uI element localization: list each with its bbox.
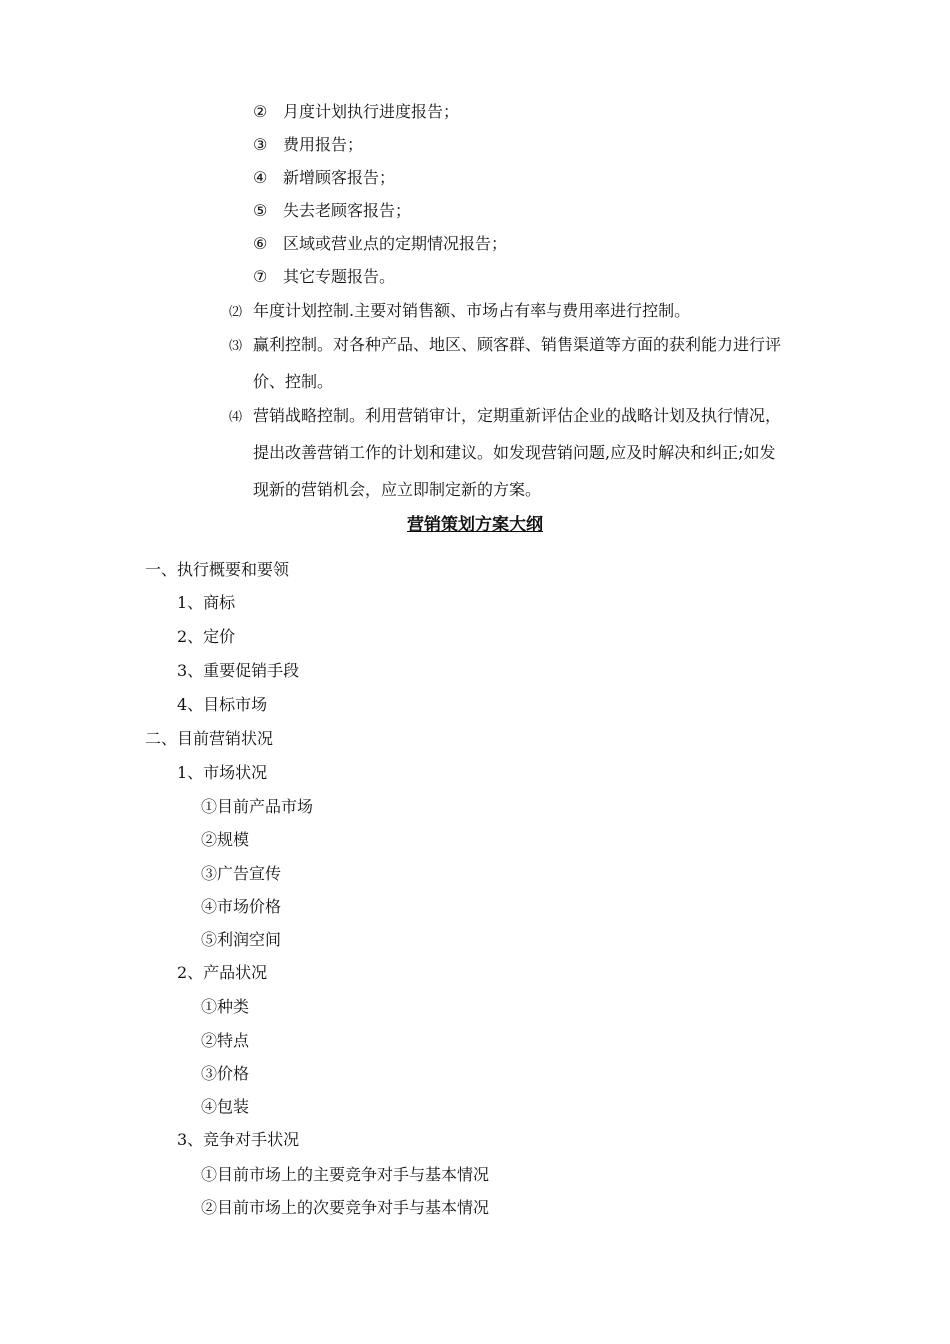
item-marker: ②	[253, 102, 268, 121]
control-paragraph	[229, 335, 781, 357]
item-text: 其它专题报告。	[283, 267, 396, 286]
item-text: 区域或营业点的定期情况报告；	[283, 234, 508, 253]
outline-item: 3、重要促销手段	[177, 661, 300, 680]
paragraph-marker: ⑵	[229, 305, 243, 320]
paragraph-continuation: 价、控制。	[253, 372, 334, 391]
outline-title: 营销策划方案大纲	[407, 515, 543, 535]
item-text: 费用报告；	[283, 135, 364, 154]
outline-subitem: ⑤利润空间	[201, 930, 282, 949]
outline-subitem: ③广告宣传	[201, 864, 282, 883]
item-text: 月度计划执行进度报告；	[283, 102, 460, 121]
control-paragraph	[229, 406, 781, 428]
paragraph-text: 营销战略控制。利用营销审计，定期重新评估企业的战略计划及执行情况，	[253, 406, 782, 425]
item-text: 新增顾客报告；	[283, 168, 396, 187]
item-marker: ④	[253, 168, 268, 187]
paragraph-marker: ⑷	[229, 410, 243, 425]
outline-subitem: ①种类	[201, 997, 250, 1016]
item-text: 失去老顾客报告；	[283, 201, 412, 220]
paragraph-continuation: 现新的营销机会，应立即制定新的方案。	[253, 480, 542, 499]
outline-item: 2、产品状况	[177, 963, 268, 982]
outline-subitem: ①目前市场上的主要竞争对手与基本情况	[201, 1165, 490, 1184]
report-item	[253, 201, 411, 221]
control-paragraph	[229, 301, 690, 323]
outline-item: 3、竞争对手状况	[177, 1130, 300, 1149]
item-marker: ⑦	[253, 267, 268, 286]
report-item	[253, 168, 395, 188]
outline-subitem: ④包装	[201, 1097, 250, 1116]
outline-subitem: ②规模	[201, 830, 250, 849]
outline-item: 1、市场状况	[177, 763, 268, 782]
outline-subitem: ②特点	[201, 1031, 250, 1050]
report-item	[253, 234, 507, 254]
outline-section: 一、执行概要和要领	[145, 560, 290, 579]
item-marker: ③	[253, 135, 268, 154]
outline-item: 4、目标市场	[177, 695, 268, 714]
item-marker: ⑤	[253, 201, 268, 220]
paragraph-text: 年度计划控制.主要对销售额、市场占有率与费用率进行控制。	[253, 301, 691, 320]
report-item	[253, 135, 363, 155]
outline-subitem: ②目前市场上的次要竞争对手与基本情况	[201, 1198, 490, 1217]
report-item	[253, 267, 395, 287]
outline-subitem: ①目前产品市场	[201, 797, 314, 816]
report-item	[253, 102, 459, 122]
paragraph-continuation: 提出改善营销工作的计划和建议。如发现营销问题,应及时解决和纠正;如发	[253, 443, 776, 462]
outline-subitem: ③价格	[201, 1064, 250, 1083]
paragraph-text: 赢利控制。对各种产品、地区、顾客群、销售渠道等方面的获利能力进行评	[253, 335, 782, 354]
outline-section: 二、目前营销状况	[145, 729, 274, 748]
item-marker: ⑥	[253, 234, 268, 253]
paragraph-marker: ⑶	[229, 339, 243, 354]
outline-subitem: ④市场价格	[201, 897, 282, 916]
outline-item: 2、定价	[177, 627, 236, 646]
outline-item: 1、商标	[177, 593, 236, 612]
